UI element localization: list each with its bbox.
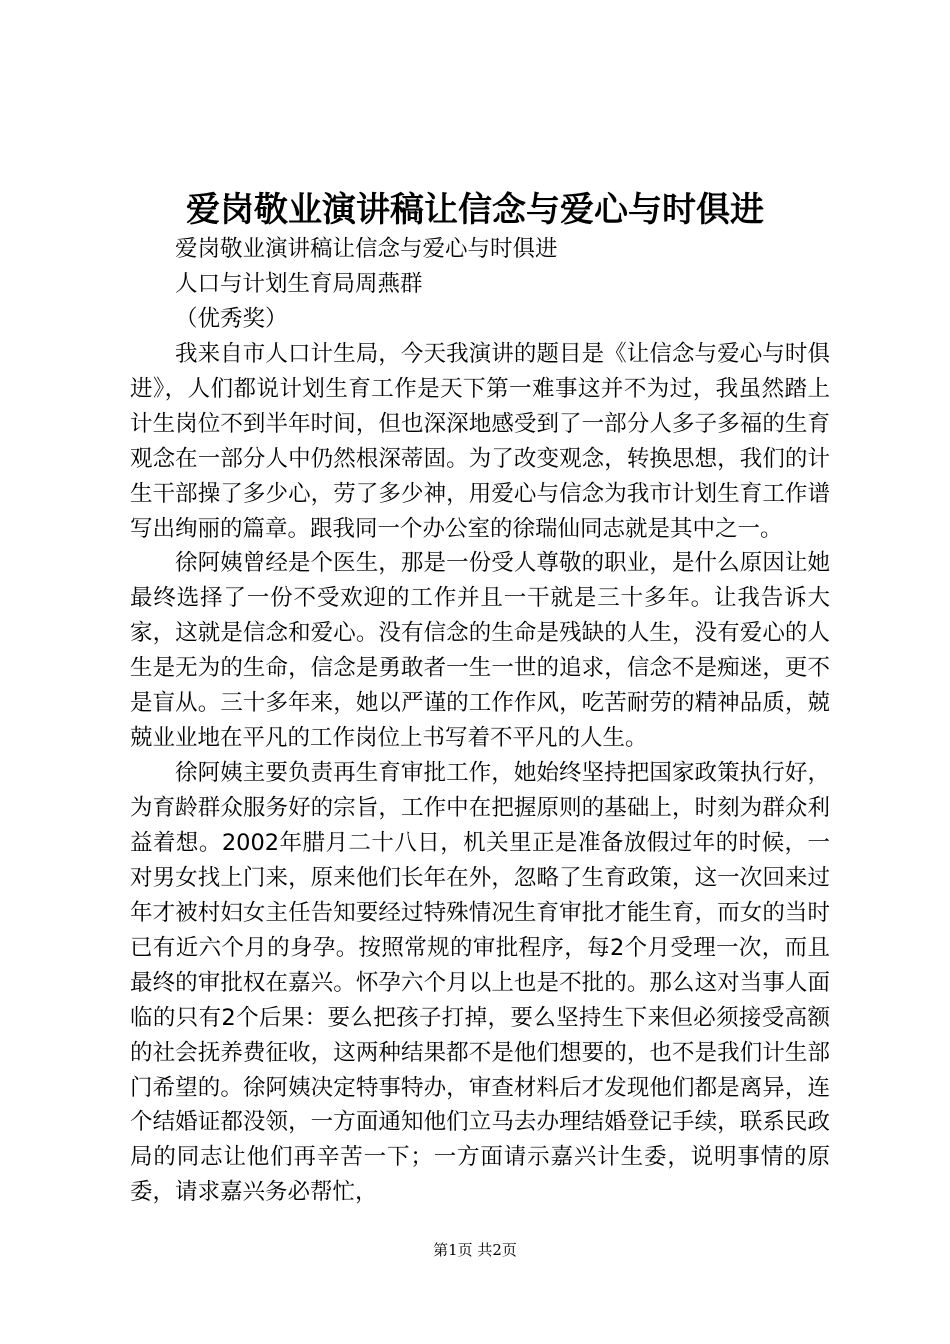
subtitle-line: 爱岗敬业演讲稿让信念与爱心与时俱进: [175, 236, 558, 262]
body-paragraph: 我来自市人口计生局，今天我演讲的题目是《让信念与爱心与时俱进》，人们都说计划生育工作是天下第一难事这并不为过，我虽然踏上计生岗位不到半年时间，但也深深地感受到了一部分人多子多福的生育观念在一部分人中仍然根深蒂固。为了改变观念，转换思想，我们的计生干部操了多少心，劳了多少神，用爱心与信念为我市计划生育工作谱写出绚丽的篇章。跟我同一个办公室的徐瑞仙同志就是其中之一。: [130, 340, 830, 542]
page-footer: 第1页 共2页: [433, 1241, 517, 1259]
body-paragraph: 徐阿姨曾经是个医生，那是一份受人尊敬的职业，是什么原因让她最终选择了一份不受欢迎的工作并且一干就是三十多年。让我告诉大家，这就是信念和爱心。没有信念的生命是残缺的人生，没有爱心的人生是无为的生命，信念是勇敢者一生一世的追求，信念不是痴迷，更不是盲从。三十多年来，她以严谨的工作作风，吃苦耐劳的精神品质，兢兢业业地在平凡的工作岗位上书写着不平凡的人生。: [130, 550, 830, 752]
body-paragraph: 徐阿姨主要负责再生育审批工作，她始终坚持把国家政策执行好，为育龄群众服务好的宗旨，工作中在把握原则的基础上，时刻为群众利益着想。2002年腊月二十八日，机关里正是准备放假过年的时候，一对男女找上门来，原来他们长年在外，忽略了生育政策，这一次回来过年才被村妇女主任告知要经过特殊情况生育审批才能生育，而女的当时已有近六个月的身孕。按照常规的审批程序，每2个月受理一次，而且最终的审批权在嘉兴。怀孕六个月以上也是不批的。那么这对当事人面临的只有2个后果：要么把孩子打掉，要么坚持生下来但必须接受高额的社会抚养费征收，这两种结果都不是他们想要的，也不是我们计生部门希望的。徐阿姨决定特事特办，审查材料后才发现他们都是离异，连个结婚证都没领，一方面通知他们立马去办理结婚登记手续，联系民政局的同志让他们再辛苦一下；一方面请示嘉兴计生委，说明事情的原委，请求嘉兴务必帮忙，: [130, 760, 830, 1206]
document-body: [130, 232, 830, 1210]
award-line: （优秀奖）: [175, 305, 288, 332]
document-title: 爱岗敬业演讲稿让信念与爱心与时俱进: [186, 190, 764, 230]
author-line: 人口与计划生育局周燕群: [175, 270, 423, 297]
